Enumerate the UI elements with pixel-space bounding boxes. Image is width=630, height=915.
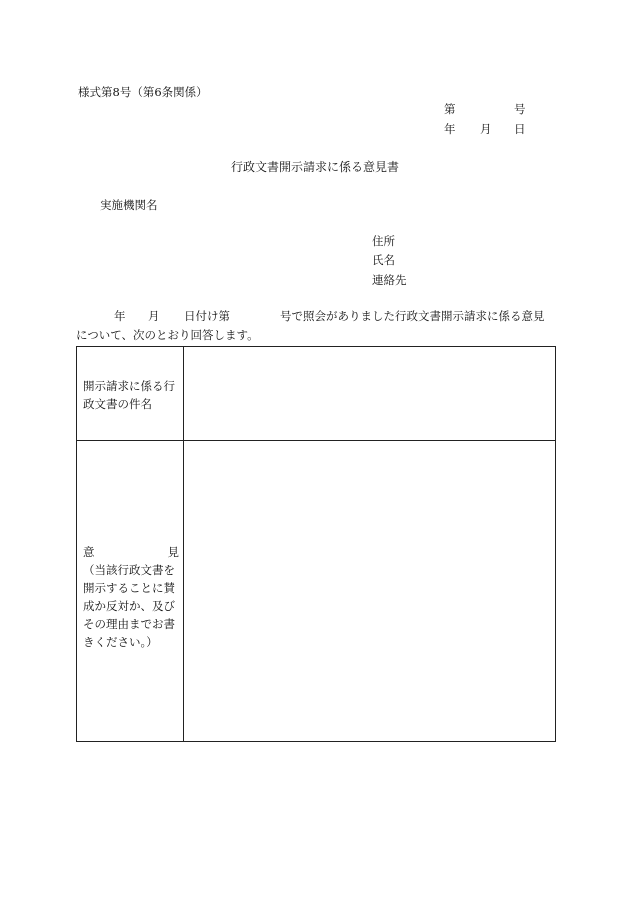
contact-label: 連絡先	[372, 273, 407, 287]
subject-label-line2: 政文書の件名	[83, 397, 152, 411]
address-label: 住所	[372, 234, 395, 248]
opinion-note-line2: 開示することに賛	[83, 581, 175, 595]
opinion-label-right: 見	[167, 545, 179, 559]
subject-label-cell	[83, 377, 179, 413]
form-number: 様式第8号（第6条関係）	[78, 85, 208, 99]
opinion-label-left: 意	[83, 545, 95, 559]
date-month: 月	[480, 122, 492, 136]
date-year: 年	[444, 122, 456, 136]
recipient-label: 実施機関名	[100, 198, 158, 212]
subject-label-line1: 開示請求に係る行	[83, 379, 175, 393]
doc-number-prefix: 第	[444, 102, 456, 116]
opinion-note-line4: その理由までお書	[83, 617, 175, 631]
opinion-heading	[83, 543, 179, 561]
opinion-note-line5: きください。）	[83, 635, 158, 649]
body-line2: について、次のとおり回答します。	[76, 328, 259, 342]
opinion-note-line1: （当該行政文書を	[83, 563, 175, 577]
opinion-note-line3: 成か反対か、及び	[83, 599, 175, 613]
body-dated: 日付け第	[184, 309, 230, 323]
body-line1-rest: 号で照会がありました行政文書開示請求に係る意見	[280, 309, 545, 323]
opinion-table	[76, 346, 556, 742]
document-title: 行政文書開示請求に係る意見書	[231, 160, 400, 174]
subject-value-field[interactable]	[184, 347, 555, 440]
opinion-label-cell	[83, 543, 179, 651]
date-day: 日	[514, 122, 526, 136]
opinion-value-field[interactable]	[184, 441, 555, 741]
name-label: 氏名	[372, 253, 395, 267]
doc-number-suffix: 号	[514, 102, 526, 116]
body-year: 年	[114, 309, 126, 323]
body-month: 月	[148, 309, 160, 323]
